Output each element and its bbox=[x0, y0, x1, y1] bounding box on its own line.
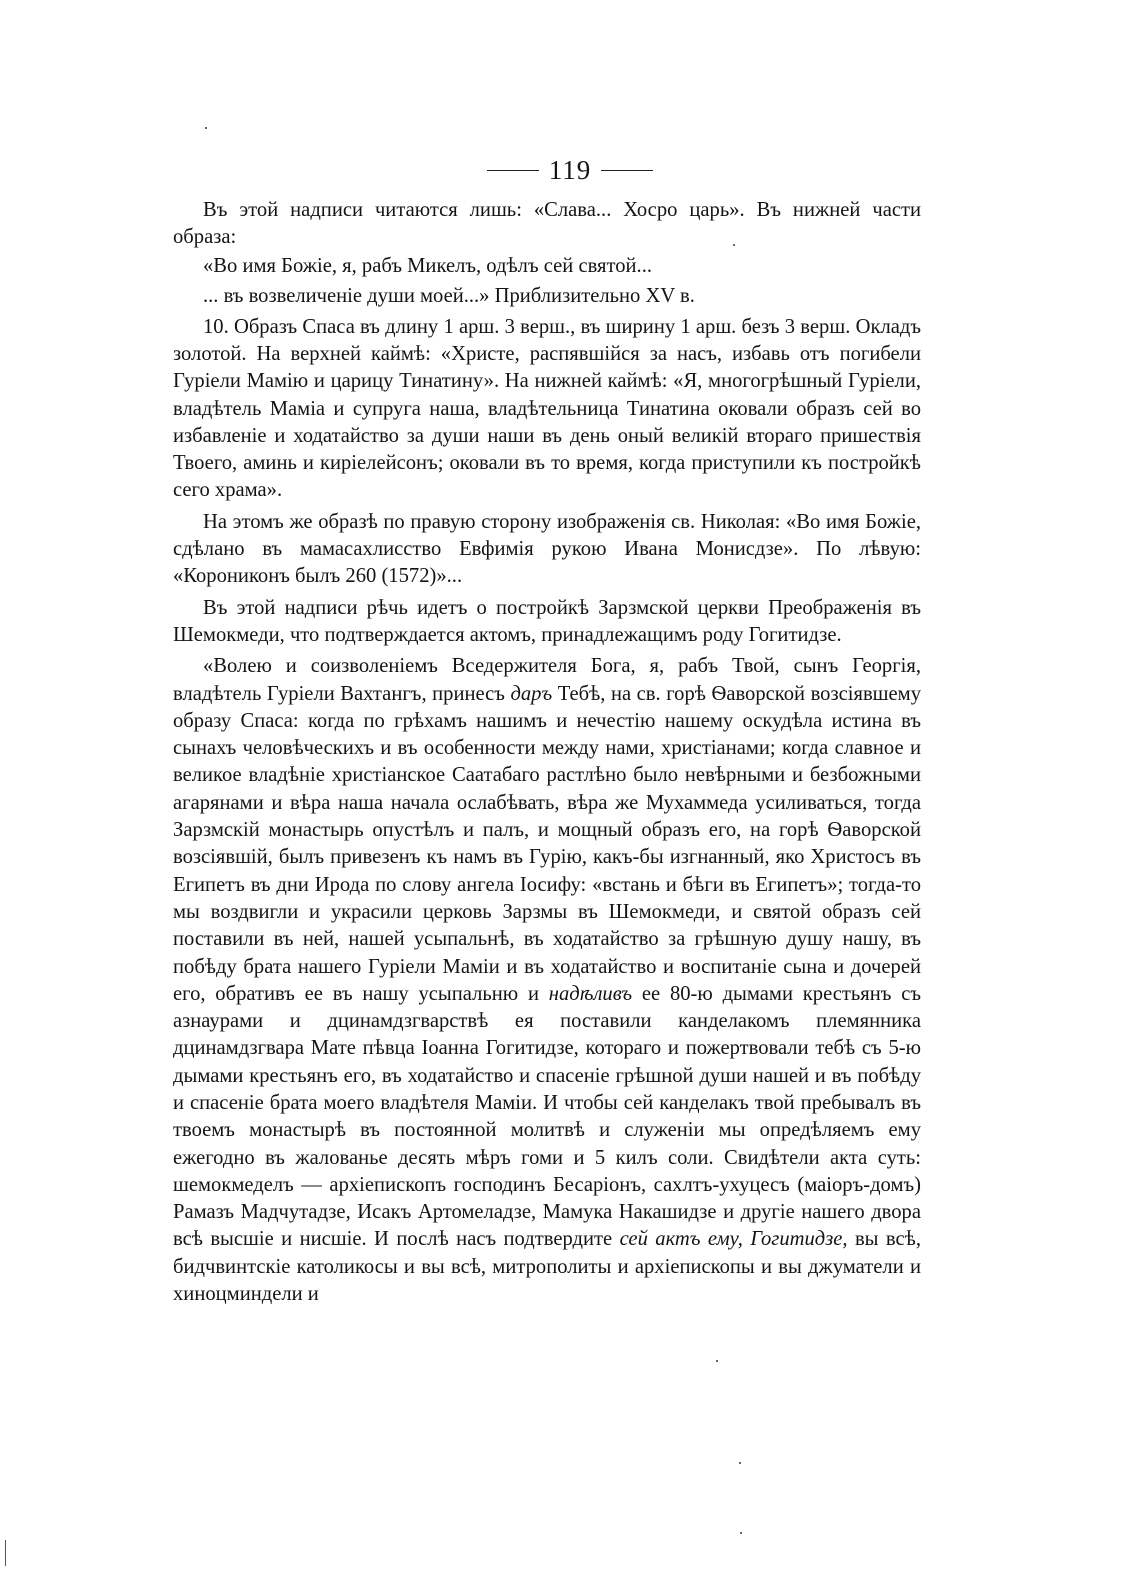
scan-speck bbox=[740, 1532, 742, 1534]
paragraph-item-10: 10. Образъ Спаса въ длину 1 арш. 3 верш., въ ширину 1 арш. безъ 3 верш. Окладъ золотой. На верхней каймѣ: «Христе, распявшійся за насъ, избавь отъ погибели Гуріели Мамію и царицу Тинатину». На нижней каймѣ: «Я, многогрѣшный Гуріели, владѣтель Маміа и супруга наша, владѣтельница Тинатина оковали образъ сей во избавленіе и ходатайство за души наши въ день оный великій втораго пришествія Твоего, аминь и киріелейсонъ; оковали въ то время, когда приступили къ постройкѣ сего храма». bbox=[173, 315, 921, 502]
paragraph-quote-line-1: «Во имя Божіе, я, рабъ Микелъ, одѣлъ сей святой... bbox=[203, 255, 652, 278]
act-text-italic-gift: даръ bbox=[510, 682, 553, 705]
act-text-part-d: вы всѣ, бидчвинтскіе католикосы и вы всѣ, митрополиты и архіепископы и вы джуматели и хиноцминдели и bbox=[173, 1228, 921, 1306]
act-text-part-c: ее 80-ю дымами крестьянъ съ азнаурами и дцинамдзгварствѣ ея поставили канделакомъ племянника дцинамдзгвара Мате пѣвца Іоанна Гогитидзе, котораго и пожертвовали тебѣ съ 5-ю дымами крестьянъ его, въ ходатайство и спасеніе грѣшной души нашей и въ побѣду и спасеніе брата моего владѣтеля Маміи. И чтобы сей канделакъ твой пребывалъ въ твоемъ монастырѣ въ постоянной молитвѣ и служеніи мы опредѣляемъ ему ежегодно въ жалованье десять мѣръ гоми и 5 килъ соли. Свидѣтели акта суть: шемокмеделъ — архіепископъ господинъ Бесаріонъ, сахлтъ-ухуцесъ (маіоръ-домъ) Рамазъ Мадчутадзе, Исакъ Артомеладзе, Мамука Накашидзе и другіе нашего двора всѣ высшіе и нисшіе. И послѣ насъ подтвердите bbox=[173, 982, 921, 1251]
scan-speck bbox=[205, 127, 207, 129]
paragraph-inscription-intro: Въ этой надписи читаются лишь: «Слава... Хосро царь». Въ нижней части образа: bbox=[173, 199, 921, 249]
act-text-italic-confirm: сей актъ ему, Гогитидзе, bbox=[619, 1228, 848, 1251]
scan-speck bbox=[716, 1360, 718, 1362]
header-rule-left bbox=[487, 170, 539, 171]
scan-speck bbox=[739, 1462, 741, 1464]
header-rule-right bbox=[601, 170, 653, 171]
act-text-part-a: «Волею и соизволеніемъ Вседержителя Бога, я, рабъ Твой, сынъ Георгія, владѣтель Гуріели Вахтангъ, принесъ bbox=[173, 655, 921, 705]
scan-speck bbox=[733, 244, 735, 246]
act-text-italic-endowed: надѣливъ bbox=[548, 982, 633, 1005]
paragraph-nicholas-inscription: На этомъ же образѣ по правую сторону изображенія св. Николая: «Во имя Божіе, сдѣлано въ мамасахлисство Евфимія рукою Ивана Монисдзе». По лѣвую: «Корониконъ былъ 260 (1572)»... bbox=[173, 510, 921, 588]
page-number: 119 bbox=[548, 154, 592, 185]
body-text bbox=[173, 197, 921, 1310]
scan-edge-mark bbox=[5, 1540, 6, 1566]
act-text-part-b: Тебѣ, на св. горѣ Ѳаворской возсіявшему образу Спаса: когда по грѣхамъ нашимъ и нечестію нашему оскудѣла истина въ сынахъ человѣческихъ и въ особенности между нами, христіанами; когда славное и великое владѣніе христіанское Саатабаго растлѣно было невѣрными и безбожными агарянами и вѣра наша начала ослабѣвать, вѣра же Мухаммеда усиливаться, тогда Зарзмскій монастырь опустѣлъ и палъ, и мощный образъ его, на горѣ Ѳаворской возсіявшій, былъ привезенъ къ намъ въ Гурію, какъ-бы изгнанный, яко Христосъ въ Египетъ въ дни Ирода по слову ангела Іосифу: «встань и бѣги въ Египетъ»; тогда-то мы воздвигли и украсили церковь Зарзмы въ Шемокмеди, и святой образъ сей поставили въ ней, нашей усыпальнѣ, въ ходатайство за грѣшную душу нашу, въ побѣду брата нашего Гуріели Маміи и въ ходатайство и воспитаніе сына и дочерей его, обративъ ее въ нашу усыпальню и bbox=[173, 682, 921, 1005]
paragraph-act-text bbox=[173, 653, 921, 1308]
paragraph-zarzma-church: Въ этой надписи рѣчь идетъ о постройкѣ Зарзмской церкви Преображенія въ Шемокмеди, что подтверждается актомъ, принадлежащимъ роду Гогитидзе. bbox=[173, 596, 921, 646]
paragraph-quote-line-2: ... въ возвеличеніе души моей...» Приблизительно XV в. bbox=[203, 285, 695, 308]
page-header bbox=[0, 150, 1140, 190]
